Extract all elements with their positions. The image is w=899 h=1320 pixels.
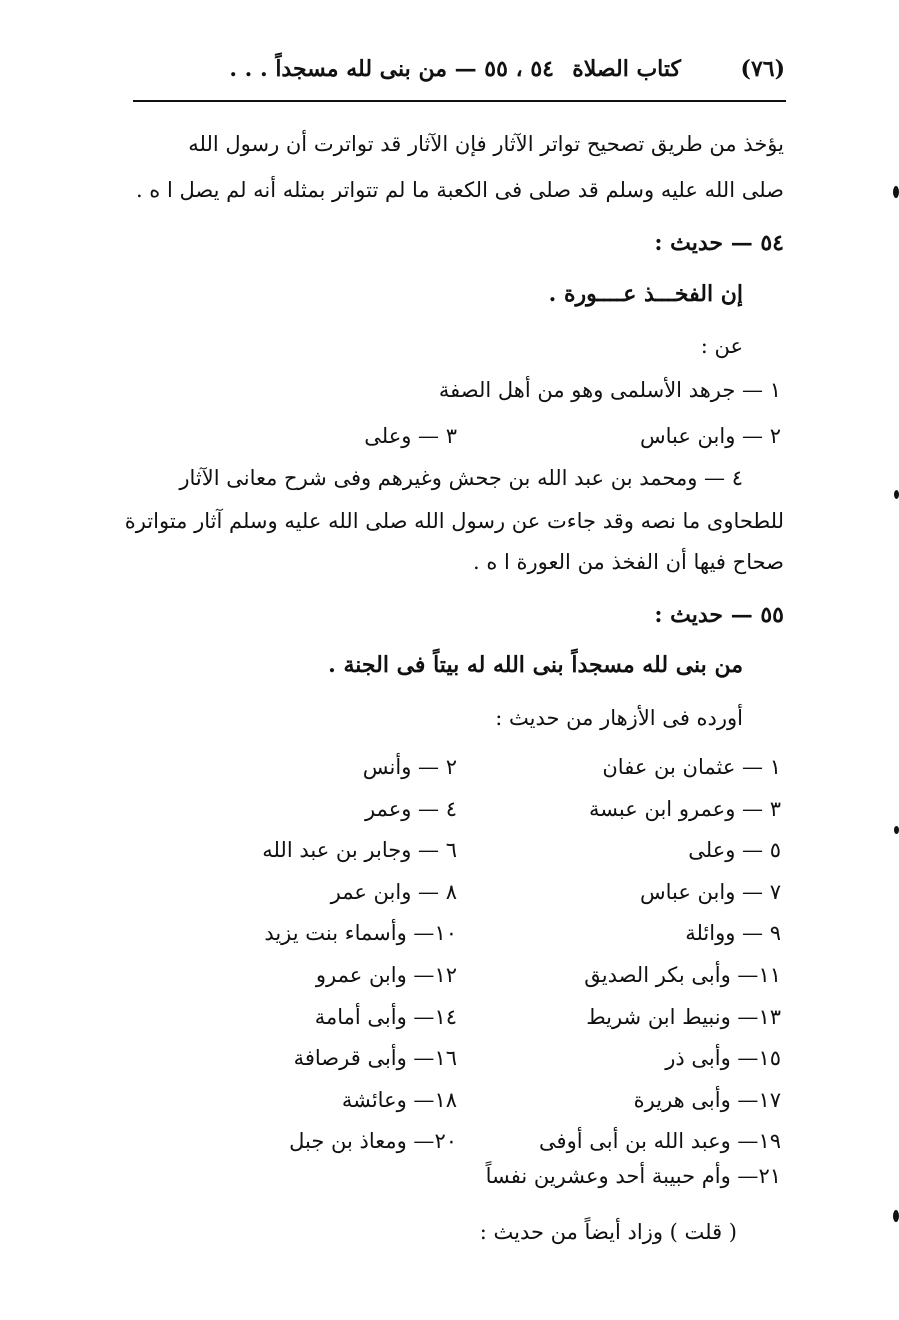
narrator-item: ١ — عثمان بن عفان xyxy=(602,755,781,779)
margin-mark xyxy=(894,826,899,834)
hadith-55-text: من بنى لله مسجداً بنى الله له بيتاً فى الجنة . xyxy=(328,652,743,678)
margin-mark xyxy=(894,490,899,499)
narrator-item: ٤ — وعمر xyxy=(364,797,457,821)
intro-line: صلى الله عليه وسلم قد صلى فى الكعبة ما لم تتواتر بمثله أنه لم يصل ا ه . xyxy=(135,178,784,202)
hadith-54-paragraph-line: صحاح فيها أن الفخذ من العورة ا ه . xyxy=(473,550,784,574)
narrator-item: ٣ — وعلى xyxy=(364,424,457,448)
margin-mark xyxy=(893,186,899,198)
narrator-item: ١٣— ونبيط ابن شريط xyxy=(586,1005,781,1029)
narrator-item: ٢ — وابن عباس xyxy=(639,424,781,448)
narrator-item: ٢١— وأم حبيبة أحد وعشرين نفساً xyxy=(485,1164,781,1188)
narrator-item: ١٧— وأبى هريرة xyxy=(633,1088,781,1112)
narrator-item: ٢ — وأنس xyxy=(362,755,457,779)
margin-mark xyxy=(893,1210,899,1222)
narrator-item: ١ — جرهد الأسلمى وهو من أهل الصفة xyxy=(438,378,781,402)
narrator-item: ١٦— وأبى قرصافة xyxy=(293,1046,457,1070)
narrator-item: ٣ — وعمرو ابن عبسة xyxy=(588,797,781,821)
narrator-item: ١٨— وعائشة xyxy=(341,1088,457,1112)
narrator-item: ١٠— وأسماء بنت يزيد xyxy=(264,921,457,945)
narrator-item: ٥ — وعلى xyxy=(688,838,781,862)
hadith-54-paragraph-line: ٤ — ومحمد بن عبد الله بن جحش وغيرهم وفى شرح معانى الآثار xyxy=(179,466,743,490)
hadith-55-intro: أورده فى الأزهار من حديث : xyxy=(495,706,743,730)
narrator-item: ١٤— وأبى أمامة xyxy=(314,1005,457,1029)
narrator-item: ٦ — وجابر بن عبد الله xyxy=(262,838,457,862)
book-title: كتاب الصلاة xyxy=(572,56,681,82)
hadith-54-an: عن : xyxy=(700,334,743,358)
narrator-item: ٧ — وابن عباس xyxy=(639,880,781,904)
header-rule xyxy=(133,100,786,102)
narrator-item: ٨ — وابن عمر xyxy=(330,880,457,904)
hadith-54-heading: ٥٤ — حديث : xyxy=(654,230,784,256)
intro-line: يؤخذ من طريق تصحيح تواتر الآثار فإن الآثار قد تواترت أن رسول الله xyxy=(188,132,784,156)
hadith-55-heading: ٥٥ — حديث : xyxy=(654,602,784,628)
hadith-54-paragraph-line: للطحاوى ما نصه وقد جاءت عن رسول الله صلى الله عليه وسلم آثار متواترة xyxy=(124,509,784,533)
narrator-item: ١٩— وعبد الله بن أبى أوفى xyxy=(539,1129,781,1153)
page-number: (٧٦) xyxy=(740,56,785,82)
narrator-item: ١٥— وأبى ذر xyxy=(665,1046,781,1070)
closing-note: ( قلت ) وزاد أيضاً من حديث : xyxy=(479,1220,737,1244)
narrator-item: ١١— وأبى بكر الصديق xyxy=(584,963,781,987)
running-header: ٥٤ ، ٥٥ — من بنى لله مسجداً . . . xyxy=(229,56,554,82)
narrator-item: ٢٠— ومعاذ بن جبل xyxy=(289,1129,457,1153)
narrator-item: ٩ — ووائلة xyxy=(685,921,781,945)
narrator-item: ١٢— وابن عمرو xyxy=(315,963,457,987)
hadith-54-text: إن الفخـــذ عــــورة . xyxy=(548,281,743,307)
